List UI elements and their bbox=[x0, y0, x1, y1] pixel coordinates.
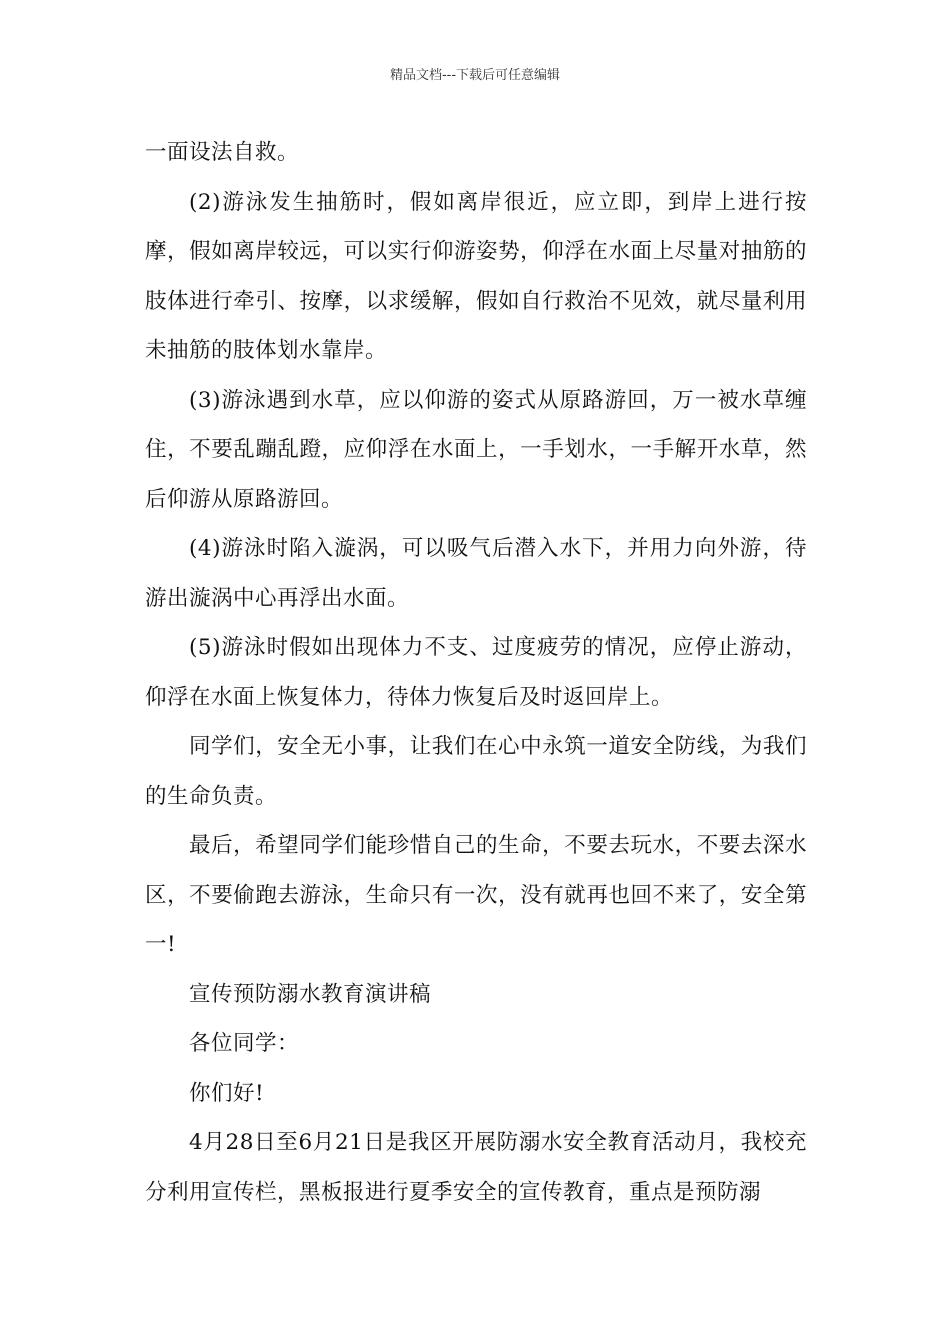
paragraph-waterweed: (3)游泳遇到水草，应以仰游的姿式从原路游回，万一被水草缠住，不要乱蹦乱蹬，应仰浮在水面上，一手划水，一手解开水草，然后仰游从原路游回。 bbox=[145, 387, 807, 512]
paragraph-campaign: 4月28日至6月21日是我区开展防溺水安全教育活动月，我校充分利用宣传栏，黑板报进行夏季安全的宣传教育，重点是预防溺 bbox=[145, 1130, 807, 1205]
paragraph-self-rescue-end: 一面设法自救。 bbox=[145, 140, 300, 165]
paragraph-cramp: (2)游泳发生抽筋时，假如离岸很近，应立即，到岸上进行按摩，假如离岸较远，可以实行仰游姿势，仰浮在水面上尽量对抽筋的肢体进行牵引、按摩，以求缓解，假如自行救治不见效，就尽量利用未抽筋的肢体划水靠岸。 bbox=[145, 189, 807, 363]
document-body bbox=[145, 128, 807, 1217]
greeting: 你们好! bbox=[189, 1080, 265, 1106]
paragraph-safety: 同学们，安全无小事，让我们在心中永筑一道安全防线，为我们的生命负责。 bbox=[145, 734, 807, 809]
paragraph-fatigue: (5)游泳时假如出现体力不支、过度疲劳的情况，应停止游动，仰浮在水面上恢复体力，待体力恢复后及时返回岸上。 bbox=[145, 635, 807, 710]
paragraph-conclusion: 最后，希望同学们能珍惜自己的生命，不要去玩水，不要去深水区，不要偷跑去游泳，生命只有一次，没有就再也回不来了，安全第一! bbox=[145, 833, 807, 957]
paragraph-whirlpool: (4)游泳时陷入漩涡，可以吸气后潜入水下，并用力向外游，待游出漩涡中心再浮出水面。 bbox=[145, 536, 807, 611]
page-header: 精品文档---下载后可任意编辑 bbox=[389, 68, 561, 83]
salutation: 各位同学： bbox=[189, 1031, 300, 1056]
section-title: 宣传预防溺水教育演讲稿 bbox=[189, 981, 432, 1007]
